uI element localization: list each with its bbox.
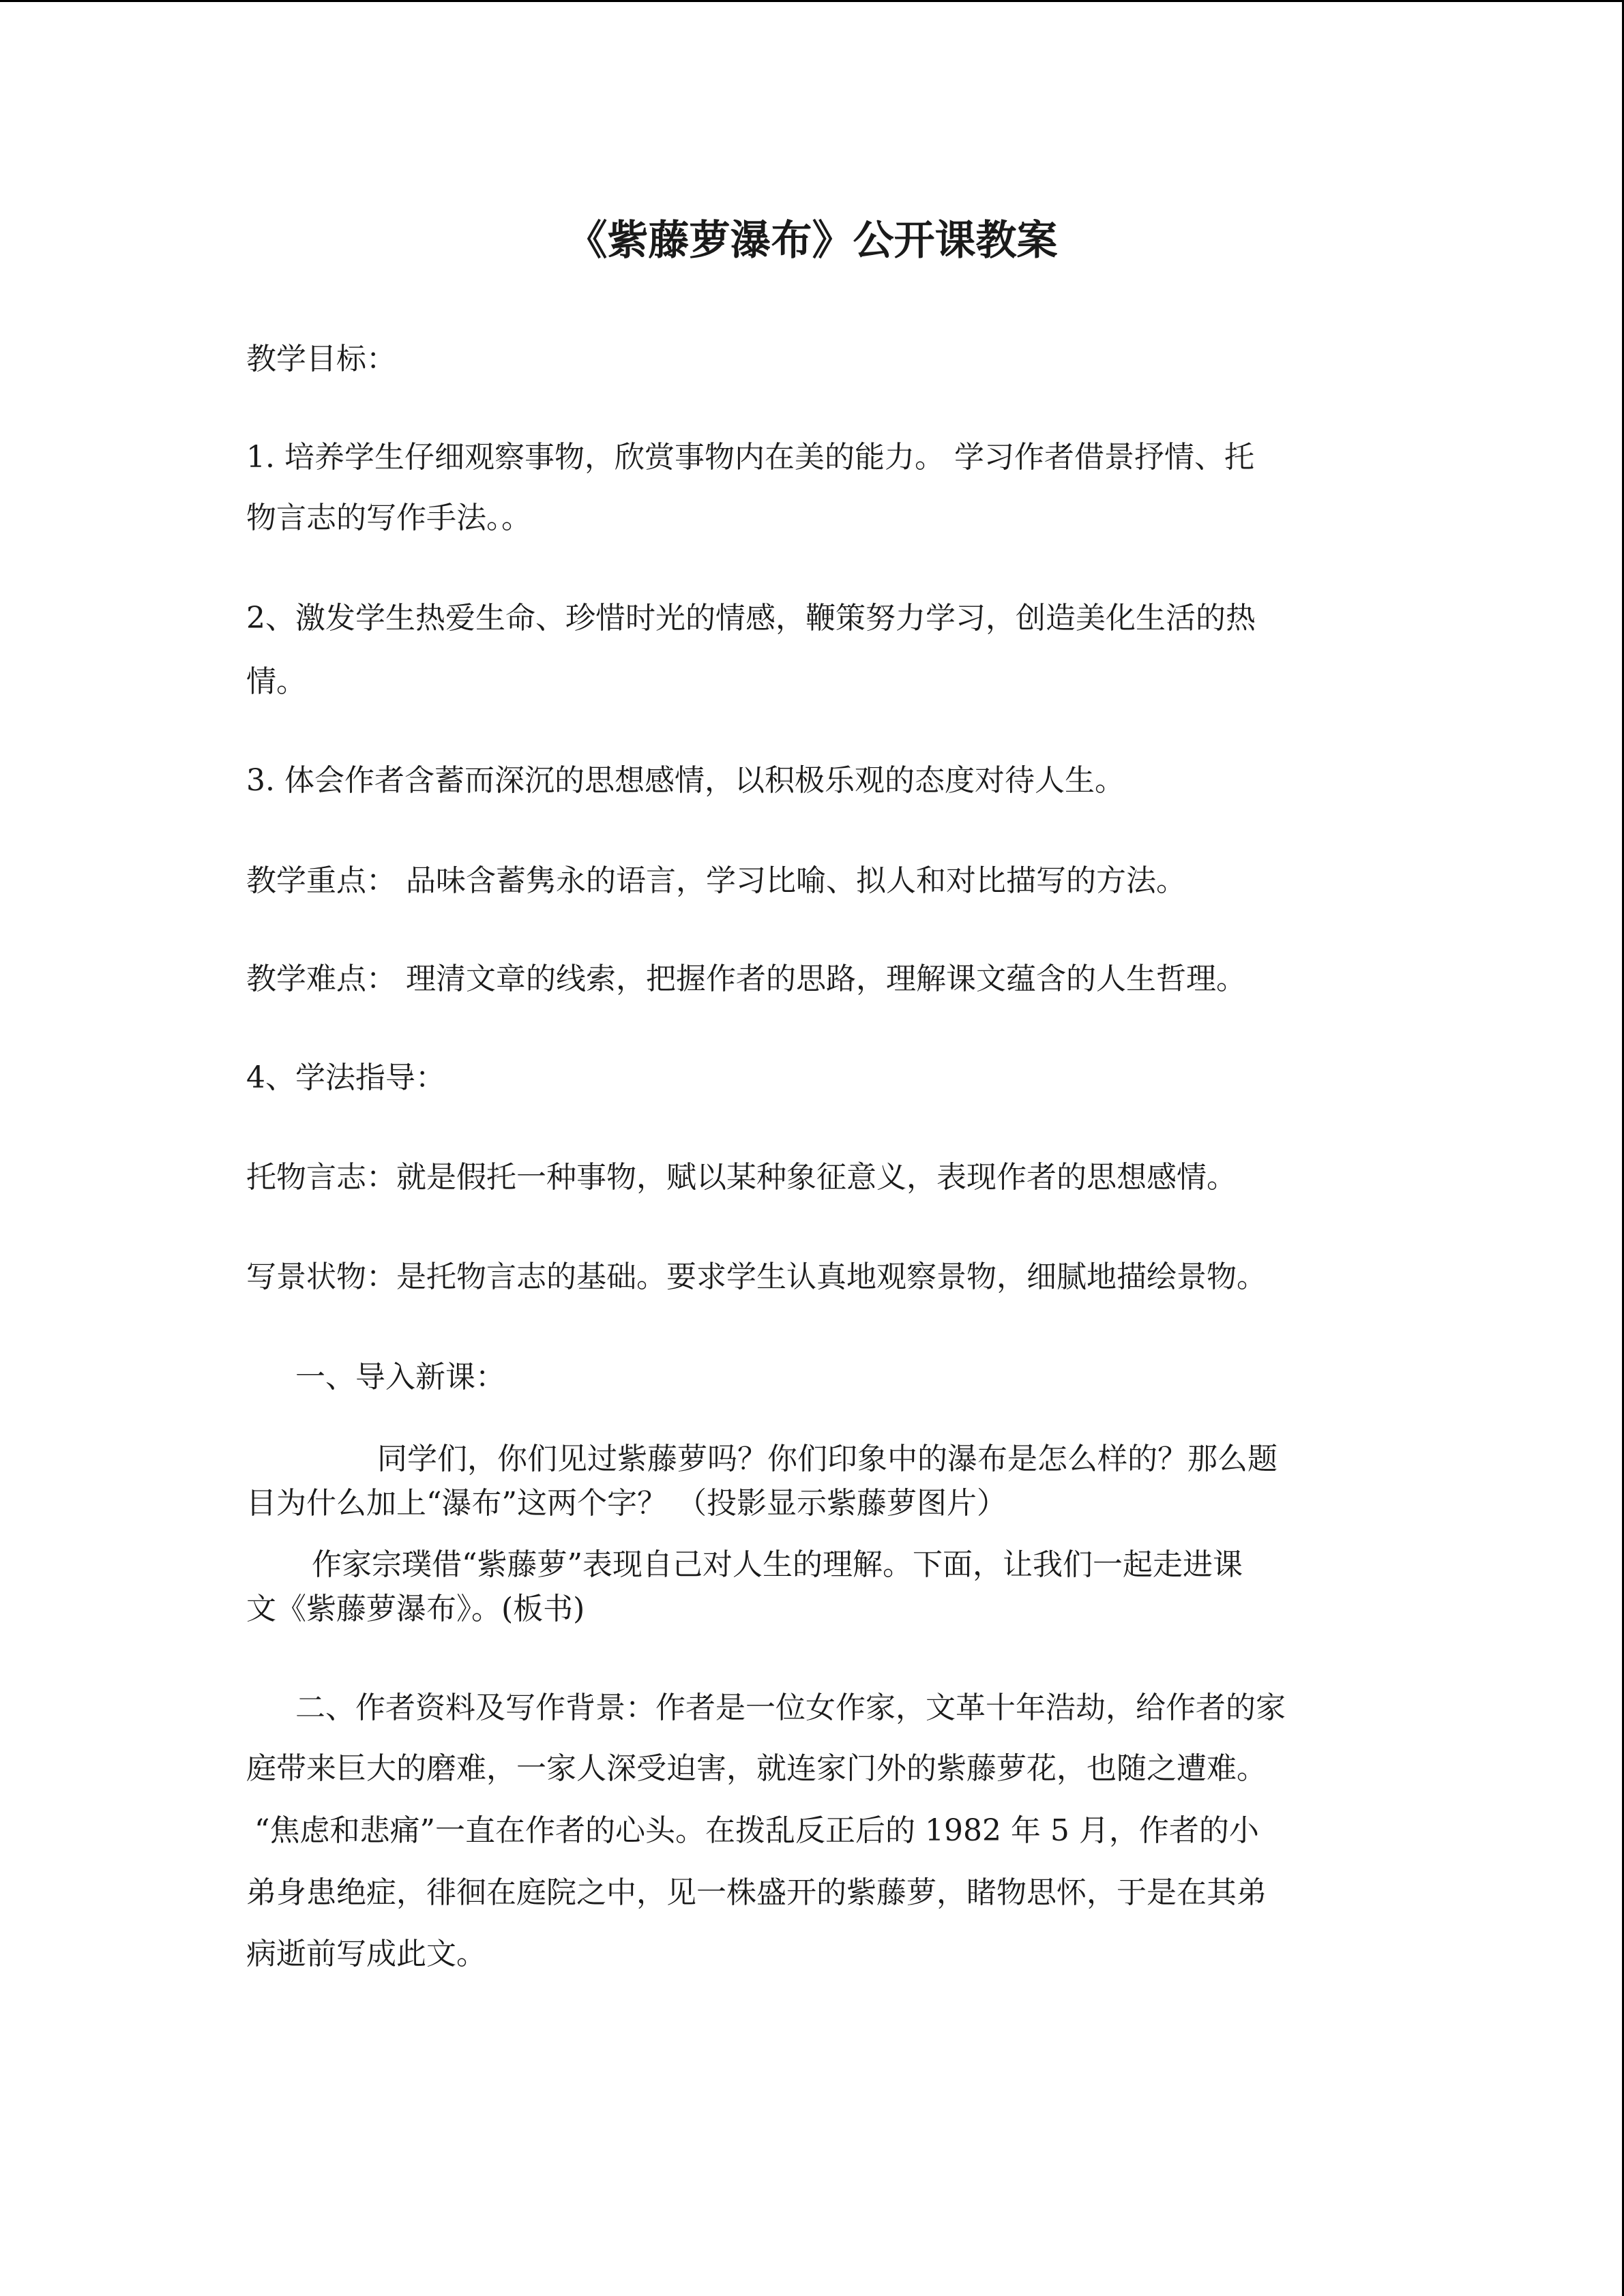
objective-1-line-2: 物言志的写作手法。。 [246,501,531,535]
objective-3: 3. 体会作者含蓄而深沉的思想感情，以积极乐观的态度对待人生。 [246,763,1125,798]
page-top-border [0,0,1624,2]
study-guide-item-2: 写景状物：是托物言志的基础。要求学生认真地观察景物，细腻地描绘景物。 [246,1259,1267,1294]
introduction-para-1-line-2: 目为什么加上“瀑布”这两个字？ （投影显示紫藤萝图片） [246,1486,1007,1521]
objective-2-line-1: 2、激发学生热爱生命、珍惜时光的情感，鞭策努力学习，创造美化生活的热 [246,601,1256,636]
teaching-difficulty: 教学难点： 理清文章的线索，把握作者的思路，理解课文蕴含的人生哲理。 [246,961,1246,996]
background-line-4: 弟身患绝症，徘徊在庭院之中，见一株盛开的紫藤萝，睹物思怀，于是在其弟 [246,1875,1267,1910]
background-line-1: 二、作者资料及写作背景：作者是一位女作家，文革十年浩劫，给作者的家 [295,1690,1286,1725]
teaching-focus: 教学重点： 品味含蓄隽永的语言，学习比喻、拟人和对比描写的方法。 [246,863,1186,898]
section-heading-introduction: 一、导入新课： [295,1360,505,1395]
introduction-para-2-line-1: 作家宗璞借“紫藤萝”表现自己对人生的理解。下面，让我们一起走进课 [312,1547,1243,1582]
section-heading-study-guide: 4、学法指导： [246,1060,445,1095]
introduction-para-1-line-1: 同学们，你们见过紫藤萝吗？你们印象中的瀑布是怎么样的？那么题 [377,1442,1278,1476]
background-line-3: “焦虑和悲痛”一直在作者的心头。在拨乱反正后的 1982 年 5 月，作者的小 [254,1813,1259,1848]
background-line-2: 庭带来巨大的磨难，一家人深受迫害，就连家门外的紫藤萝花，也随之遭难。 [246,1751,1267,1786]
introduction-para-2-line-2: 文《紫藤萝瀑布》。(板书) [246,1592,585,1626]
document-title: 《紫藤萝瀑布》公开课教案 [566,217,1058,265]
objective-2-line-2: 情。 [246,664,306,699]
background-line-5: 病逝前写成此文。 [246,1937,486,1971]
section-heading-objectives: 教学目标： [246,342,396,376]
objective-1-line-1: 1. 培养学生仔细观察事物，欣赏事物内在美的能力。 学习作者借景抒情、托 [246,440,1254,475]
study-guide-item-1: 托物言志：就是假托一种事物，赋以某种象征意义，表现作者的思想感情。 [246,1160,1237,1195]
